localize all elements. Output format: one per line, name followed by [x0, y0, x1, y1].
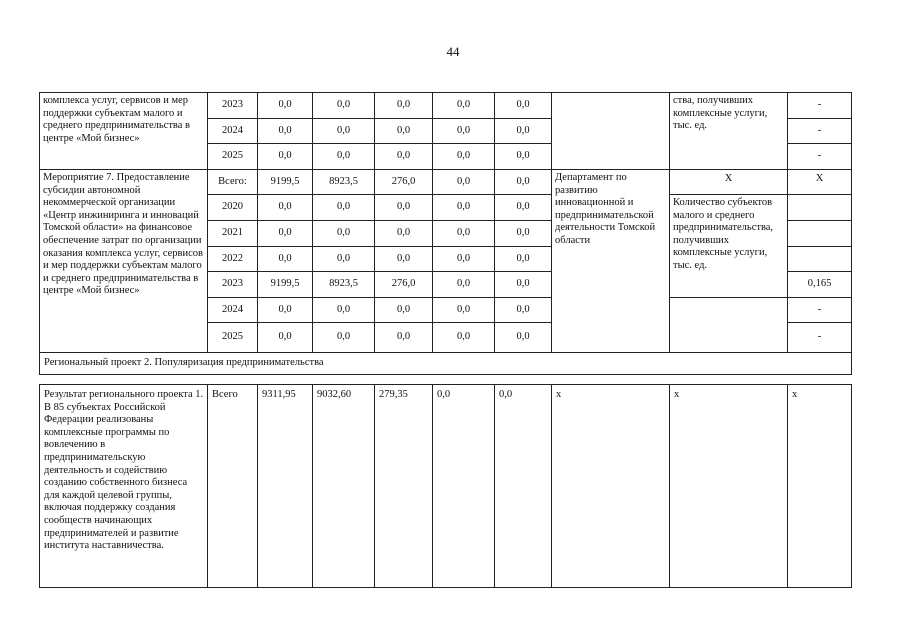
value-cell: 0,0 [495, 170, 552, 195]
result-description: Результат регионального проекта 1. В 85 субъектах Российской Федерации реализованы комплексные программы по вовлечению в предпринимательскую деятельность и содействию созданию собственного бизнеса для каждой целевой группы, включая поддержку создания сообществ начинающих предпринимателей и развитие института наставничества. [40, 385, 208, 588]
value-cell: 0,0 [258, 298, 313, 323]
table-cell: 0,0 [433, 385, 495, 588]
value-cell: 0,0 [495, 298, 552, 323]
executor-cell: Департамент по развитию инновационной и предпринимательской деятельности Томской области [552, 170, 670, 353]
indicator-value [788, 195, 852, 221]
table-cell: 0,0 [495, 385, 552, 588]
measure-description: Мероприятие 7. Предоставление субсидии автономной некоммерческой организации «Центр инжиниринга и инноваций Томской области» на финансовое обеспечение затрат по организации оказания комплекса услуг, сервисов и мер поддержки субъектам малого и среднего предпринимательства в центре «Мой бизнес» [40, 170, 208, 353]
value-cell: 8923,5 [313, 170, 375, 195]
value-cell: 0,0 [375, 221, 433, 247]
value-cell: 0,0 [495, 93, 552, 119]
table-cell: х [670, 385, 788, 588]
indicator-value: - [788, 323, 852, 353]
value-cell: 0,0 [258, 119, 313, 144]
table-cell: 9032,60 [313, 385, 375, 588]
indicator-name: Количество субъектов малого и среднего предпринимательства, получивших комплексные услуги, тыс. ед. [670, 195, 788, 298]
value-cell: 0,0 [313, 247, 375, 272]
value-cell: 0,0 [433, 221, 495, 247]
table-cell: х [552, 385, 670, 588]
indicator-value: 0,165 [788, 272, 852, 298]
table-cell: 279,35 [375, 385, 433, 588]
table-row [40, 170, 852, 195]
value-cell: 0,0 [495, 221, 552, 247]
value-cell: 0,0 [375, 195, 433, 221]
value-cell: 0,0 [433, 323, 495, 353]
year-cell: 2025 [208, 323, 258, 353]
year-cell: 2025 [208, 144, 258, 170]
indicator-value: - [788, 119, 852, 144]
value-cell: 0,0 [375, 298, 433, 323]
value-cell: 0,0 [313, 298, 375, 323]
indicator-value: - [788, 93, 852, 119]
value-cell: 0,0 [495, 323, 552, 353]
value-cell: 9199,5 [258, 272, 313, 298]
value-cell: 0,0 [433, 272, 495, 298]
year-cell: 2023 [208, 272, 258, 298]
value-cell: 0,0 [258, 144, 313, 170]
value-cell: 0,0 [313, 119, 375, 144]
year-cell: 2022 [208, 247, 258, 272]
value-cell: 0,0 [433, 170, 495, 195]
year-cell: 2024 [208, 119, 258, 144]
value-cell: 0,0 [433, 119, 495, 144]
value-cell: 0,0 [258, 323, 313, 353]
value-cell: 0,0 [258, 195, 313, 221]
value-cell: 0,0 [495, 247, 552, 272]
year-cell: 2023 [208, 93, 258, 119]
table-row [40, 93, 852, 119]
value-cell: 9199,5 [258, 170, 313, 195]
value-cell: 0,0 [313, 221, 375, 247]
value-cell: 0,0 [433, 93, 495, 119]
value-cell: 0,0 [495, 195, 552, 221]
table-cell: 9311,95 [258, 385, 313, 588]
indicator-value: - [788, 298, 852, 323]
value-cell: 0,0 [495, 272, 552, 298]
value-cell: 0,0 [375, 93, 433, 119]
value-cell: 0,0 [313, 195, 375, 221]
section-title: Региональный проект 2. Популяризация предпринимательства [40, 353, 852, 375]
value-cell: 0,0 [258, 247, 313, 272]
value-cell: 0,0 [258, 221, 313, 247]
value-cell: 0,0 [433, 298, 495, 323]
value-cell: 0,0 [433, 247, 495, 272]
indicator-name: Х [670, 170, 788, 195]
year-cell: 2020 [208, 195, 258, 221]
year-cell: 2024 [208, 298, 258, 323]
value-cell: 0,0 [375, 144, 433, 170]
indicator-value [788, 221, 852, 247]
value-cell: 0,0 [433, 195, 495, 221]
table-cell: Всего [208, 385, 258, 588]
year-cell: 2021 [208, 221, 258, 247]
total-label: Всего: [208, 170, 258, 195]
value-cell: 0,0 [313, 144, 375, 170]
value-cell: 0,0 [258, 93, 313, 119]
table-cell: х [788, 385, 852, 588]
regional-project-table [39, 384, 852, 588]
value-cell: 8923,5 [313, 272, 375, 298]
value-cell: 0,0 [495, 144, 552, 170]
value-cell: 276,0 [375, 170, 433, 195]
indicator-value: Х [788, 170, 852, 195]
executor-cell [552, 93, 670, 170]
value-cell: 0,0 [313, 323, 375, 353]
value-cell: 0,0 [313, 93, 375, 119]
value-cell: 0,0 [495, 119, 552, 144]
value-cell: 276,0 [375, 272, 433, 298]
value-cell: 0,0 [375, 247, 433, 272]
page-number: 44 [446, 44, 460, 59]
value-cell: 0,0 [433, 144, 495, 170]
indicator-name: ства, получивших комплексные услуги, тыс. ед. [670, 93, 788, 170]
program-table [39, 92, 852, 375]
indicator-value: - [788, 144, 852, 170]
table-row [40, 353, 852, 375]
value-cell: 0,0 [375, 119, 433, 144]
value-cell: 0,0 [375, 323, 433, 353]
indicator-name [670, 298, 788, 353]
indicator-value [788, 247, 852, 272]
table-row [40, 385, 852, 588]
measure-description: комплекса услуг, сервисов и мер поддержки субъектам малого и среднего предпринимательства в центре «Мой бизнес» [40, 93, 208, 170]
